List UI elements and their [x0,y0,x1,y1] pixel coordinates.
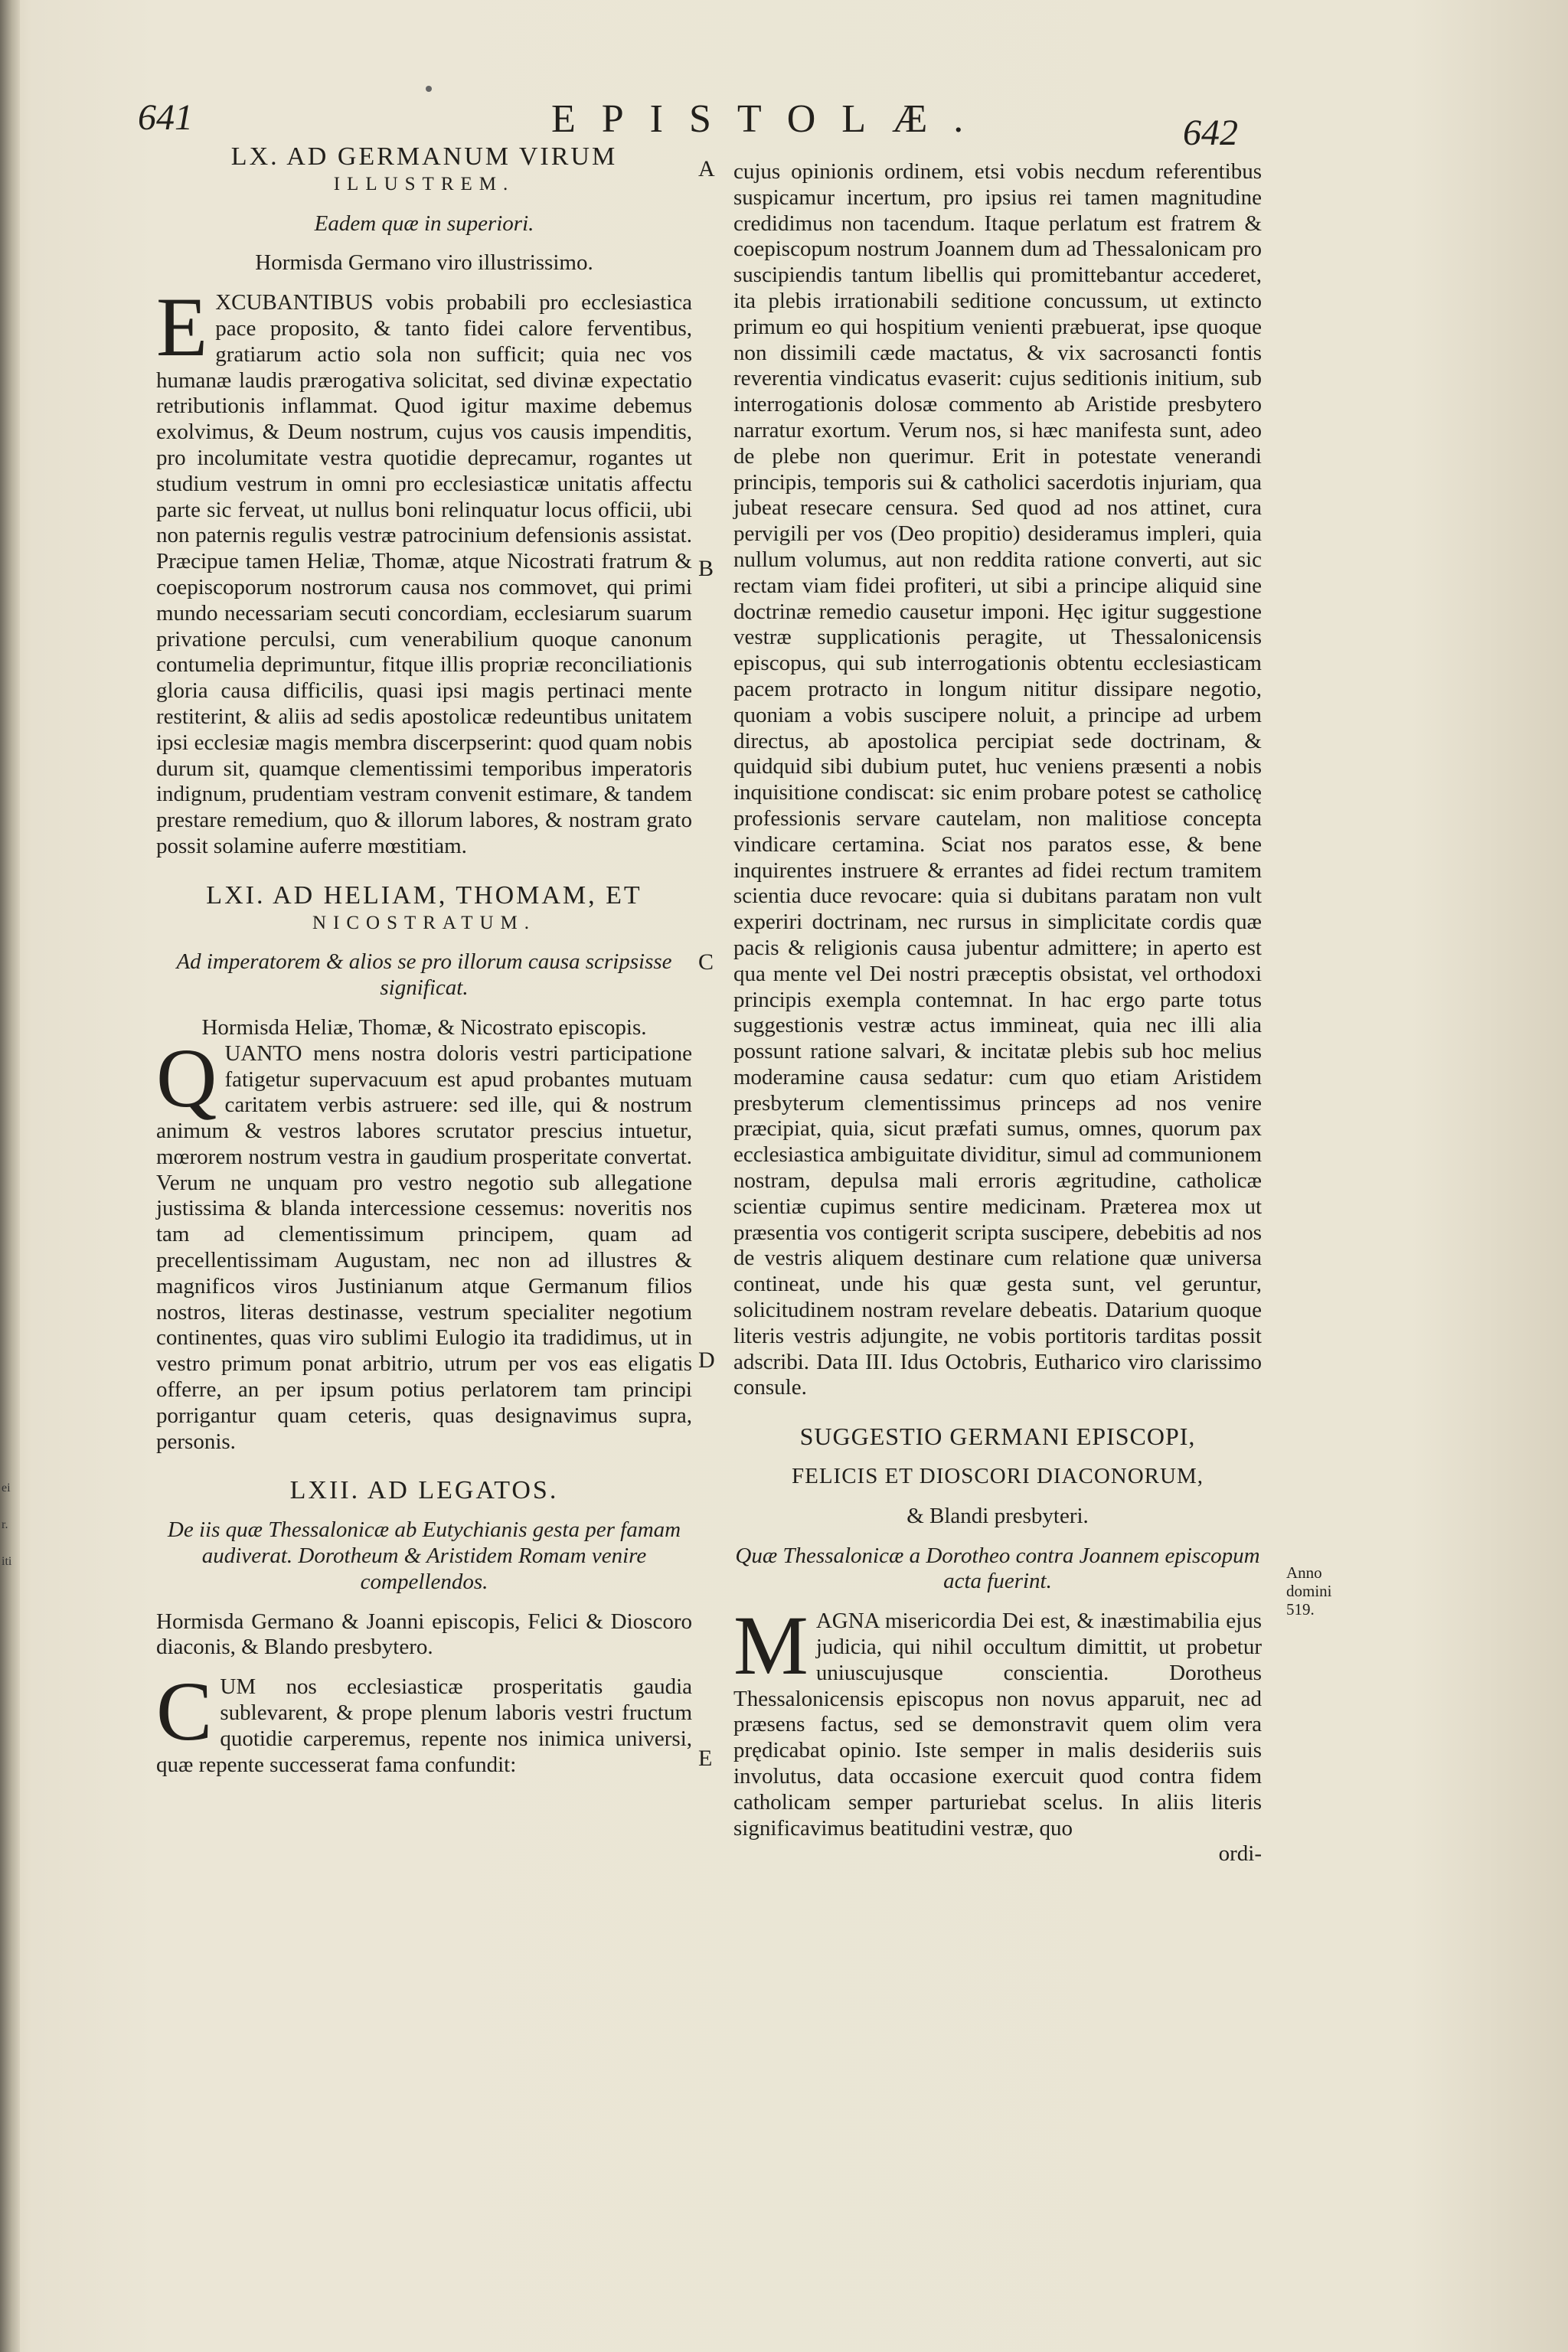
epistle-60-title: LX. AD GERMANUM VIRUM [230,142,618,171]
running-title: EPISTOLÆ. [551,97,990,141]
catchword: ordi- [1218,1841,1262,1867]
epistle-62-summary: De iis quæ Thessalonicæ ab Eutychianis gesta per famam audiverat. Dorotheum & Aristidem Romam venire compellendos. [167,1517,681,1594]
drop-cap: M [733,1599,808,1693]
drop-cap: Q [156,1031,217,1125]
right-column [733,159,1262,1867]
epistle-61-salutation: Hormisda Heliæ, Thomæ, & Nicostrato episcopis. [201,1014,647,1040]
epistle-61-body-paragraph [156,1031,692,1455]
suggestio-body-paragraph [733,1599,1262,1841]
suggestio-title-cont: FELICIS ET DIOSCORI DIACONORUM, [792,1464,1204,1489]
suggestio-summary: Quæ Thessalonicæ a Dorotheo contra Joannem episcopum acta fuerint. [735,1543,1260,1594]
epistle-62-body-paragraph [156,1664,692,1778]
binding-gutter [0,0,20,2352]
epistle-60-summary: Eadem quæ in superiori. [314,211,534,236]
epistle-60-body: XCUBANTIBUS vobis probabili pro ecclesiastica pace proposito, & tanto fidei calore ferventibus, gratiarum actio sola non sufficit; quia nec vos humanæ laudis prærogativa solicitat, sed divinæ expectatio retributionis inflammat. Quod igitur maxime debemus exolvimus, & Deum nostrum, cujus vos causis impenditis, pro incolumitate vestra quotidie deprecamur, rogantes ut studium vestrum in omni pro ecclesiasticæ unitatis affectu parte sic ferveat, ut nullus boni relinquatur locus officii, ubi non paternis regulis vestræ patrocinium defensionis assistat. Præcipue tamen Heliæ, Thomæ, atque Nicostrati fratrum & coepiscoporum nostrorum causa nos commovet, qui primi mundo necessariam secuti concordiam, ecclesiarum suarum privatione perculsi, cum venerabilium quoque canonum contumelia deprimuntur, fitque illis propriæ reconciliationis gloria causa difficilis, quasi ipsi magis pertinaci mente restiterint, & aliis ad sedis apostolicæ redeuntibus unitatem ipsi ecclesiæ magis membra discerpserint: quod quam nobis durum sit, quamque clementissimi temporibus imperatoris indignum, prudentiam vestram convenit estimare, & tandem prestare remedium, quo & illorum labores, & nostram grato possit solamine auferre mœstitiam. [156,290,692,858]
left-column [156,144,692,1778]
epistle-62-salutation: Hormisda Germano & Joanni episcopis, Felici & Dioscoro diaconis, & Blando presbytero. [156,1609,692,1660]
epistle-62-body: UM nos ecclesiasticæ prosperitatis gaudia sublevarent, & prope plenum laboris vestri fructum quotidie carperemus, repente nos inimica universi, quæ repente successerat fama confundit: [156,1674,692,1777]
suggestio-body: AGNA misericordia Dei est, & inæstimabilia ejus judicia, qui nihil occultum dimittit, ut probetur uniuscujusque conscientia. Dorotheus Thessalonicensis episcopus non novus apparuit, nec ad præsens factus, sed se demonstravit quem olim vera prędicabat opinio. Iste semper in malis desideriis suis involutus, data occasione exercuit quod contra fidem catholicam semper parturiebat scelus. In aliis literis significavimus beatitudini vestræ, quo [733,1609,1262,1841]
marginal-note-year: Anno domini 519. [1286,1563,1332,1619]
epistle-62-title: LXII. AD LEGATOS. [289,1476,559,1505]
epistle-61-body: UANTO mens nostra doloris vestri participatione fatigetur supervacuum est apud probantes mutuam caritatem verbis astruere: sed ille, qui & nostrum animum & vestros labores scrutator prescius intuetur, mœrorem nostrum vestra in gaudium prosperitate convertat. Verum ne unquam pro vestro negotio sub allegatione justissima & blanda intercessione cessemus: noveritis nos tam ad clementissimum principem, quam ad precellentissimam Augustam, nec non ad illustres & magnificos viros Justinianum atque Germanum filios nostros, literas destinasse, vestrum specialiter negotium continentes, quas viro sublimi Eulogio ita tradidimus, ut in vestro primum ponat arbitrio, utrum per vos eas eligatis offerre, an per ipsum potius perlatorem tam principi porrigantur quam ceteris, quas designavimus supra, personis. [156,1040,692,1454]
suggestio-title-cont2: & Blandi presbyteri. [906,1503,1089,1528]
margin-letter-a: A [698,156,715,181]
fragment: ei [2,1481,11,1494]
margin-letter-e: E [698,1746,713,1771]
epistle-61-summary: Ad imperatorem & alios se pro illorum causa scripsisse significat. [176,949,672,1001]
epistle-61-title: LXI. AD HELIAM, THOMAM, ET [206,880,642,910]
epistle-60-salutation: Hormisda Germano viro illustrissimo. [255,250,593,276]
epistle-61-title-cont: NICOSTRATUM. [312,912,537,933]
fragment: r. [2,1518,8,1531]
drop-cap: E [156,280,208,374]
margin-letter-d: D [698,1348,715,1373]
drop-cap: C [156,1664,213,1759]
margin-letter-b: B [698,556,714,581]
epistle-60-title-cont: ILLUSTREM. [333,173,515,194]
fragment: iti [2,1555,12,1568]
suggestio-title: SUGGESTIO GERMANI EPISCOPI, [799,1423,1196,1451]
epistle-62-continuation: cujus opinionis ordinem, etsi vobis necdum referentibus suspicamur incertum, pro ipsius rei tamen magnitudine credidimus non tacendum. Itaque perlatum est fratrem & coepiscopum nostrum Joannem dum ad Thessalonicam pro suscipiendis tantum libellis qui promittebantur accederet, ita plebis irrationabili seditione concussum, ut extincto primum eo qui hospitium venienti præbuerat, ipse quoque non dissimili cæde mactatus, & vix sacrosancti fontis reverentia vindicatus evaserit: cujus seditionis initium, sub interrogationis dolosæ commento ab Aristide presbytero narratur exortum. Verum nos, si hæc manifesta sunt, adeo de plebe non querimur. Erit in potestate venerandi principis, temporis sui & catholici sacerdotis injuriam, qua jubeat resecare censura. Sed quod ad nos attinet, cura pervigili per vos (Deo propitio) desideramus impleri, quia nullum volumus, aut non reddita ratione converti, aut sic rectam viam fidei profiteri, ut sibi a principe aliquid sine doctrinæ remedio causetur imponi. Hęc igitur suggestione vestræ supplicationis peragite, ut Thessalonicensis episcopus, qui sub interrogationis obtentu ecclesiasticam pacem protracto in longum nititur dissipare negotio, quoniam a vobis suscipere noluit, a principe ad urbem directus, ab apostolica percipiat sede doctrinam, & quidquid sibi dubium putet, huc veniens præsenti a nobis inquisitione condiscat: sic enim probare potest se catholicę professionis servare cautelam, non malitiose concepta vindicare certamina. Sciat nos paratos esse, & bene inquirentes instruere & errantes ad fidei rectum tramitem scientia duce revocare: quia si dubitans paratam non vult experiri doctrinam, nec rursus in simplicitate cordis quæ pacis & religionis causa jubentur admittere; in aperto est qua mente vel Dei nostri præceptis obsistat, vel orthodoxi principis exempla contemnat. In hac ergo parte totus suggestionis vestræ actus immineat, quia nec illi alia possunt ratione salvari, & incitatæ plebis sub hoc melius moderamine causa sedatur: cum quo etiam Aristidem presbyterum clementissimus princeps ad nos venire præcipiat, quia, sicut præfati sumus, omnes, quorum pax ecclesiastica ambiguitate dividitur, simul ad communionem nostram, depulsa mali erroris ægritudine, catholicæ scientiæ cupimus sentire medicinam. Præterea mox ut præsentia vos contigerit scripta suscipere, debebitis ad nos de vestris aliquem destinare cum relatione quæ universa contineat, unde his quæ gesta sunt, vel geruntur, solicitudinem nostram revelare debeatis. Datarium quoque literis vestris adjungite, ne vobis portitoris tarditas possit adscribi. Data III. Idus Octobris, Eutharico viro clarissimo consule. [733,159,1262,1400]
margin-letter-c: C [698,949,714,975]
page-number-left: 641 [138,97,193,138]
page-number-right: 642 [1183,113,1238,153]
paper-speck [426,86,432,92]
left-margin-fragments [2,1470,18,1580]
epistle-60-body-paragraph [156,280,692,860]
